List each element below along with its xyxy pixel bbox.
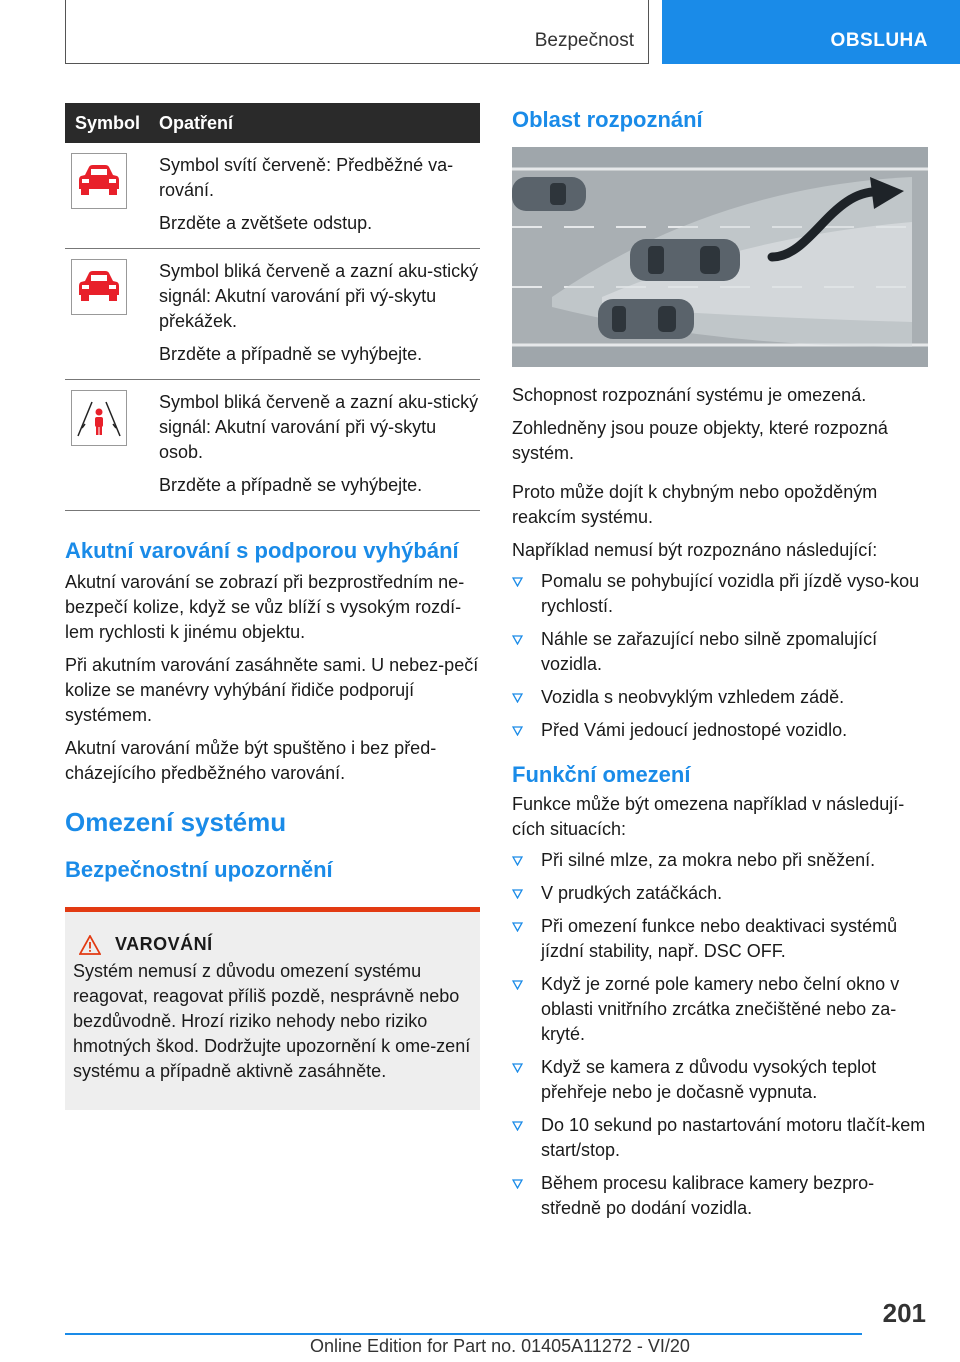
paragraph: Schopnost rozpoznání systému je omezená. bbox=[512, 385, 867, 405]
table-row bbox=[65, 249, 480, 380]
paragraph: Funkce může být omezena například v následují-cích situacích: bbox=[512, 794, 905, 839]
paragraph: Akutní varování může být spuštěno i bez před-cházejícího předběžného varování. bbox=[65, 738, 437, 783]
heading-acute-warning: Akutní varování s podporou vyhýbání bbox=[65, 538, 459, 563]
page-number: 201 bbox=[882, 1298, 926, 1328]
detection-area-illustration bbox=[512, 147, 928, 367]
table-row bbox=[65, 380, 480, 511]
bullet-triangle-icon bbox=[512, 922, 523, 932]
list-item: Během procesu kalibrace kamery bezpro-středně po dodání vozidla. bbox=[512, 1171, 928, 1221]
list-item: Vozidla s neobvyklým vzhledem zádě. bbox=[512, 685, 928, 710]
bullet-triangle-icon bbox=[512, 635, 523, 645]
table-row bbox=[65, 143, 480, 249]
row-text-action: Brzděte a zvětšete odstup. bbox=[159, 213, 373, 233]
bullet-triangle-icon bbox=[512, 1063, 523, 1073]
left-column bbox=[65, 103, 480, 1110]
bullet-triangle-icon bbox=[512, 577, 523, 587]
heading-detection-area: Oblast rozpoznání bbox=[512, 107, 703, 132]
heading-safety-notes: Bezpečnostní upozornění bbox=[65, 857, 333, 882]
car-front-warning-icon bbox=[71, 259, 127, 315]
car-front-warning-icon bbox=[71, 153, 127, 209]
car-illustration bbox=[630, 239, 740, 281]
warning-text: Systém nemusí z důvodu omezení systému reagovat, reagovat příliš pozdě, nesprávně nebo bezdůvodně. Hrozí riziko nehody nebo riziko hmotných škod. Dodržujte upozornění k ome-zení systému a případně aktivně zasáhněte. bbox=[73, 961, 471, 1081]
paragraph: Zohledněny jsou pouze objekty, které rozpozná systém. bbox=[512, 418, 888, 463]
list-item: V prudkých zatáčkách. bbox=[512, 881, 928, 906]
row-text-action: Brzděte a případně se vyhýbejte. bbox=[159, 344, 423, 364]
list-not-detected bbox=[512, 569, 928, 743]
bullet-triangle-icon bbox=[512, 693, 523, 703]
car-illustration bbox=[512, 177, 586, 211]
car-illustration bbox=[598, 299, 694, 339]
col-header-action: Opatření bbox=[159, 112, 234, 133]
header-section-title: Bezpečnost bbox=[534, 30, 634, 51]
bullet-triangle-icon bbox=[512, 1121, 523, 1131]
heading-system-limits: Omezení systému bbox=[65, 807, 287, 837]
header-section-box bbox=[65, 0, 649, 64]
list-item: Pomalu se pohybující vozidla při jízdě vyso-kou rychlostí. bbox=[512, 569, 928, 619]
paragraph: Akutní varování se zobrazí při bezprostředním ne-bezpečí kolize, když se vůz blíží s vysokým rozdí-lem rychlosti k jinému objektu. bbox=[65, 572, 465, 642]
list-item: Do 10 sekund po nastartování motoru tlačít-kem start/stop. bbox=[512, 1113, 928, 1163]
bullet-triangle-icon bbox=[512, 1179, 523, 1189]
list-function-limits bbox=[512, 848, 928, 1221]
warning-title: VAROVÁNÍ bbox=[115, 934, 213, 954]
warning-triangle-icon bbox=[79, 935, 101, 955]
bullet-triangle-icon bbox=[512, 856, 523, 866]
footer-edition: Online Edition for Part no. 01405A11272 - VI/20 bbox=[310, 1336, 690, 1356]
paragraph: Například nemusí být rozpoznáno následující: bbox=[512, 540, 878, 560]
list-item: Při silné mlze, za mokra nebo při sněžení. bbox=[512, 848, 928, 873]
right-column bbox=[512, 103, 928, 1229]
header-chapter-tab[interactable] bbox=[662, 0, 960, 64]
paragraph: Při akutním varování zasáhněte sami. U nebez-pečí kolize se manévry vyhýbání řidiče podporují systémem. bbox=[65, 655, 479, 725]
list-item: Před Vámi jedoucí jednostopé vozidlo. bbox=[512, 718, 928, 743]
bullet-triangle-icon bbox=[512, 980, 523, 990]
bullet-triangle-icon bbox=[512, 889, 523, 899]
row-text-main: Symbol svítí červeně: Předběžné va-rování. bbox=[159, 155, 454, 200]
list-item: Když je zorné pole kamery nebo čelní okno v oblasti vnitřního zrcátka znečištěné nebo za-kryté. bbox=[512, 972, 928, 1047]
list-item: Při omezení funkce nebo deaktivaci systémů jízdní stability, např. DSC OFF. bbox=[512, 914, 928, 964]
col-header-symbol: Symbol bbox=[75, 112, 141, 133]
row-text-main: Symbol bliká červeně a zazní aku-stický signál: Akutní varování při vý-skytu osob. bbox=[159, 392, 479, 462]
header-chapter-label: OBSLUHA bbox=[830, 30, 928, 51]
row-text-action: Brzděte a případně se vyhýbejte. bbox=[159, 475, 423, 495]
row-text-main: Symbol bliká červeně a zazní aku-stický signál: Akutní varování při vý-skytu překážek. bbox=[159, 261, 479, 331]
heading-function-limits: Funkční omezení bbox=[512, 762, 691, 787]
symbol-table-header bbox=[65, 103, 480, 143]
list-item: Když se kamera z důvodu vysokých teplot přehřeje nebo je dočasně vypnuta. bbox=[512, 1055, 928, 1105]
warning-box bbox=[65, 907, 480, 1110]
symbol-table bbox=[65, 103, 480, 511]
bullet-triangle-icon bbox=[512, 726, 523, 736]
pedestrian-warning-icon bbox=[71, 390, 127, 446]
footer-divider bbox=[65, 1333, 862, 1335]
list-item: Náhle se zařazující nebo silně zpomalující vozidla. bbox=[512, 627, 928, 677]
paragraph: Proto může dojít k chybným nebo opožděným reakcím systému. bbox=[512, 482, 878, 527]
